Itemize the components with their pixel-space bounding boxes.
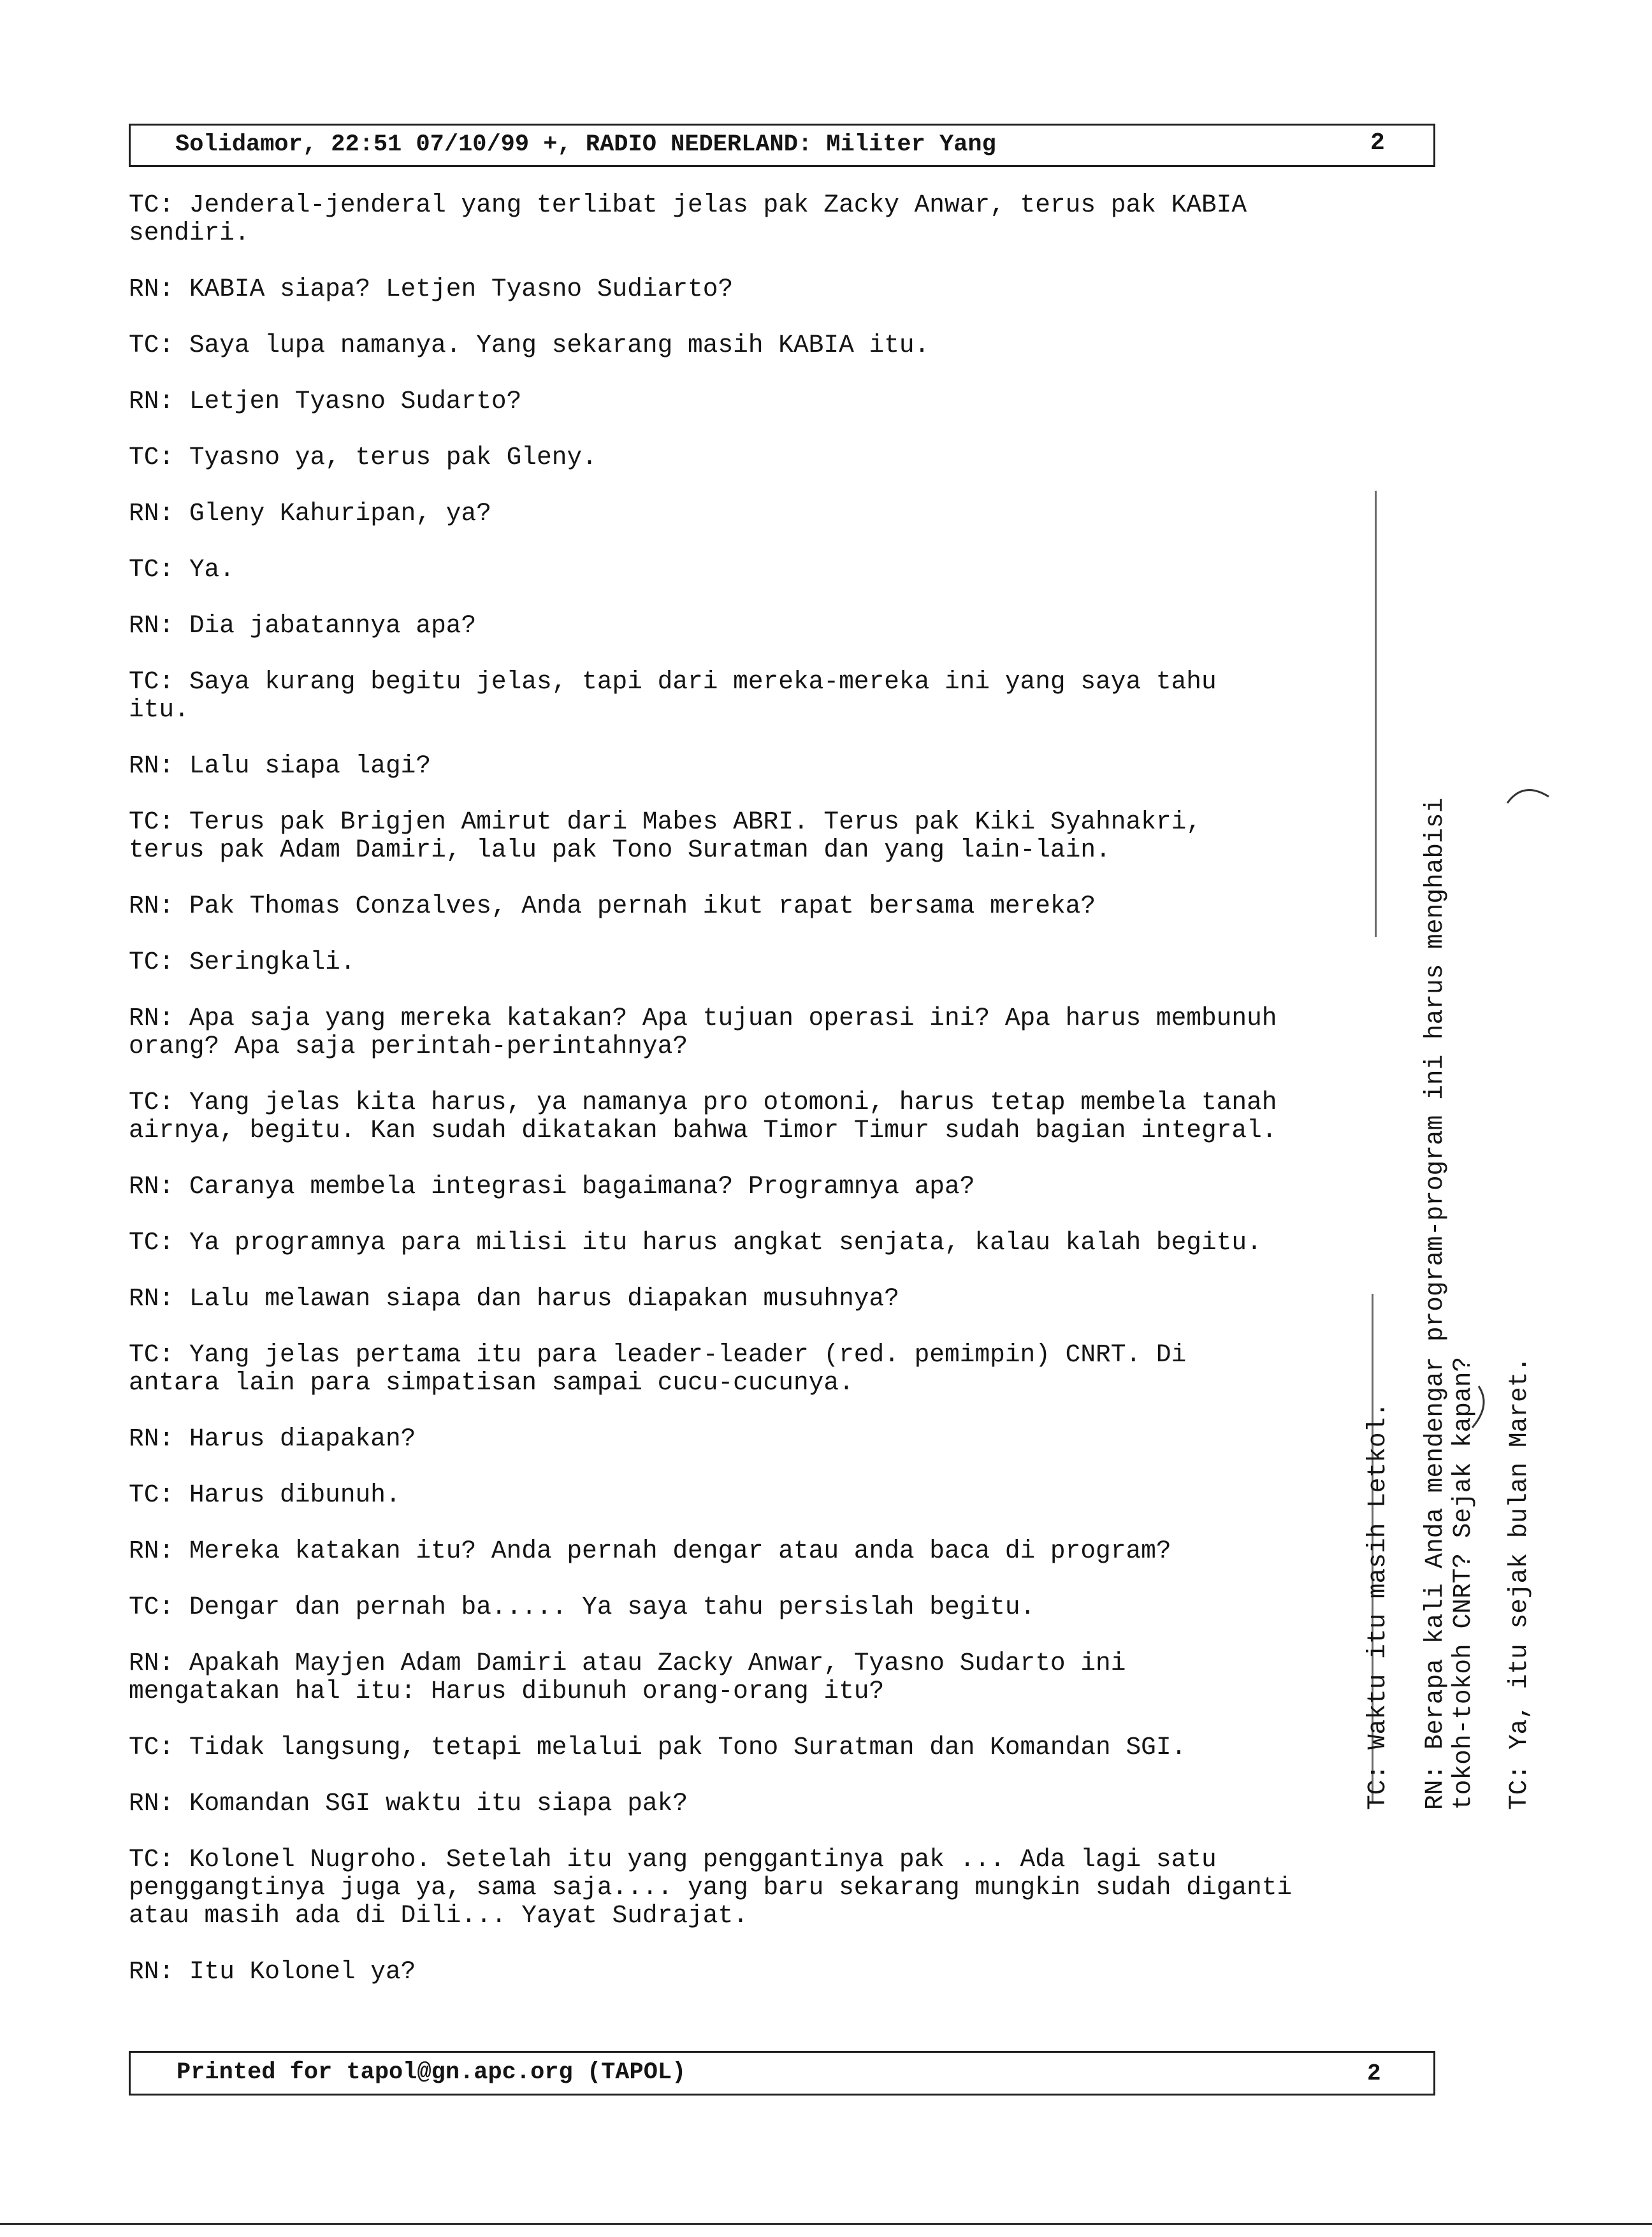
transcript bbox=[129, 191, 1397, 2014]
dialogue-line: RN: KABIA siapa? Letjen Tyasno Sudiarto? bbox=[129, 275, 734, 303]
footer-title: Printed for tapol@gn.apc.org (TAPOL) bbox=[177, 2059, 686, 2086]
dialogue-line: TC: Seringkali. bbox=[129, 948, 356, 976]
dialogue-line: RN: Gleny Kahuripan, ya? bbox=[129, 499, 491, 528]
dialogue-line: RN: Lalu siapa lagi? bbox=[129, 751, 431, 780]
dialogue-line: RN: Mereka katakan itu? Anda pernah dengar atau anda baca di program? bbox=[129, 1537, 1171, 1565]
footer-page-number: 2 bbox=[1367, 2060, 1381, 2087]
dialogue-line: RN: Pak Thomas Conzalves, Anda pernah ikut rapat bersama mereka? bbox=[129, 892, 1096, 920]
dialogue-line: TC: Yang jelas kita harus, ya namanya pro otomoni, harus tetap membela tanah airnya, begitu. Kan sudah dikatakan bahwa Timor Timur sudah bagian integral. bbox=[129, 1088, 1277, 1145]
dialogue-line: RN: Komandan SGI waktu itu siapa pak? bbox=[129, 1789, 688, 1818]
dialogue-line: TC: Kolonel Nugroho. Setelah itu yang penggantinya pak ... Ada lagi satu penggangtinya juga ya, sama saja.... yang baru sekarang mungkin sudah diganti atau masih ada di Dili... Yayat Sudrajat. bbox=[129, 1845, 1293, 1930]
dialogue-line: RN: Caranya membela integrasi bagaimana? Programnya apa? bbox=[129, 1172, 975, 1201]
dialogue-line: TC: Jenderal-jenderal yang terlibat jelas pak Zacky Anwar, terus pak KABIA sendiri. bbox=[129, 191, 1247, 247]
dialogue-line: RN: Letjen Tyasno Sudarto? bbox=[129, 387, 522, 416]
dialogue-line: TC: Saya lupa namanya. Yang sekarang masih KABIA itu. bbox=[129, 331, 930, 359]
dialogue-line: RN: Harus diapakan? bbox=[129, 1424, 416, 1453]
dialogue-line: RN: Apa saja yang mereka katakan? Apa tujuan operasi ini? Apa harus membunuh orang? Apa saja perintah-perintahnya? bbox=[129, 1004, 1277, 1061]
dialogue-line: TC: Terus pak Brigjen Amirut dari Mabes ABRI. Terus pak Kiki Syahnakri, terus pak Adam Damiri, lalu pak Tono Suratman dan yang lain-lain. bbox=[129, 807, 1201, 864]
dialogue-line: RN: Dia jabatannya apa? bbox=[129, 611, 477, 640]
page-footer bbox=[129, 2051, 1435, 2096]
dialogue-line: TC: Ya. bbox=[129, 555, 235, 584]
margin-note: TC: Waktu itu masih Letkol. bbox=[1363, 1401, 1392, 1810]
page-header bbox=[129, 124, 1435, 167]
dialogue-line: TC: Harus dibunuh. bbox=[129, 1480, 401, 1509]
dialogue-line: TC: Yang jelas pertama itu para leader-leader (red. pemimpin) CNRT. Di antara lain para simpatisan sampai cucu-cucunya. bbox=[129, 1340, 1187, 1397]
dialogue-line: TC: Dengar dan pernah ba..... Ya saya tahu persislah begitu. bbox=[129, 1593, 1036, 1621]
margin-rule bbox=[1375, 491, 1377, 937]
dialogue-line: RN: Itu Kolonel ya? bbox=[129, 1957, 416, 1986]
dialogue-line: RN: Lalu melawan siapa dan harus diapakan musuhnya? bbox=[129, 1284, 899, 1313]
dialogue-line: TC: Tidak langsung, tetapi melalui pak Tono Suratman dan Komandan SGI. bbox=[129, 1733, 1187, 1762]
dialogue-line: TC: Ya programnya para milisi itu harus angkat senjata, kalau kalah begitu. bbox=[129, 1228, 1262, 1257]
bracket-mark bbox=[1504, 778, 1555, 816]
dialogue-line: TC: Saya kurang begitu jelas, tapi dari mereka-mereka ini yang saya tahu itu. bbox=[129, 667, 1217, 724]
bracket-mark bbox=[1466, 1383, 1517, 1434]
margin-note: RN: Berapa kali Anda mendengar program-program ini harus menghabisi tokoh-tokoh CNRT? Sejak kapan? bbox=[1421, 797, 1477, 1810]
header-page-number: 2 bbox=[1370, 129, 1385, 157]
margin-note: TC: Ya, itu sejak bulan Maret. bbox=[1505, 1356, 1533, 1810]
header-title: Solidamor, 22:51 07/10/99 +, RADIO NEDERLAND: Militer Yang bbox=[175, 131, 996, 158]
dialogue-line: RN: Apakah Mayjen Adam Damiri atau Zacky Anwar, Tyasno Sudarto ini mengatakan hal itu: Harus dibunuh orang-orang itu? bbox=[129, 1649, 1126, 1705]
bottom-edge-line bbox=[0, 2223, 1652, 2225]
dialogue-line: TC: Tyasno ya, terus pak Gleny. bbox=[129, 443, 597, 472]
